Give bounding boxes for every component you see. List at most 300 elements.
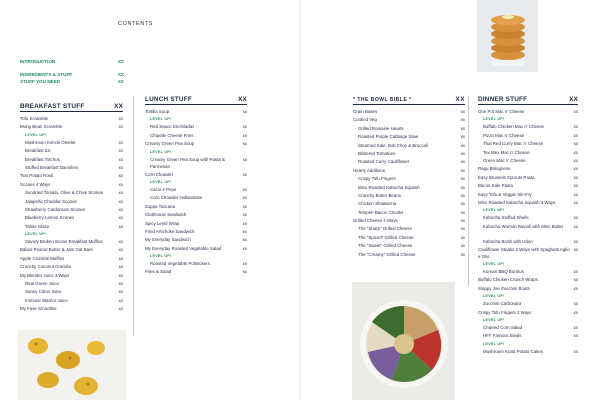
toc-entry-title: Zucchini Carbonara [483,301,522,307]
toc-entry-title: Buffalo Chicken Mac n' Cheese [483,124,545,130]
toc-entry-page: xx [460,150,465,156]
food-photo-bites [18,330,126,400]
toc-entry[interactable] [20,181,123,189]
toc-entry-page: xx [573,285,578,291]
toc-entry-page: xx [118,148,123,154]
toc-entry-title: Kabocha Stuffed Shells [483,215,529,221]
toc-entry-page: xx [118,181,123,187]
toc-entry-page: xx [242,220,247,226]
toc-entry-page: xx [460,243,465,249]
toc-entry[interactable] [478,285,578,293]
toc-entry-page: xx [118,255,123,261]
toc-entry-page: xx [460,109,465,114]
toc-entry[interactable] [478,108,578,116]
toc-entry-title: Cooked Veg [353,117,377,123]
toc-entry[interactable] [20,288,123,296]
level-up-label [478,207,578,214]
toc-entry-title: Two Potato Rösti [20,173,54,179]
toc-entry-title: Fried Artichoke Sandwich [145,228,195,234]
lunch-heading [145,96,247,105]
toc-entry-title: Tex Mex Mac n' Cheese [483,149,530,155]
toc-entry-title: Green Mac n' Cheese [483,157,526,163]
intro-row[interactable] [20,78,124,85]
toc-entry[interactable] [145,220,247,228]
contents-title: CONTENTS [118,21,154,27]
toc-entry-page: xx [118,272,123,278]
toc-entry-page: xx [573,132,578,138]
toc-entry-page: xx [460,125,465,131]
toc-entry-title: Breakfast Za [25,148,50,154]
toc-entry-title: Cauliflower Steaks 2 Ways with Spaghetti Aglio e Olio [478,247,570,260]
toc-entry-title: Mushroom Kraut Potato Cakes [483,348,544,354]
toc-entry[interactable] [478,165,578,173]
toc-entry-page: xx [118,164,123,170]
level-up-text: LEVEL UP! [483,262,505,267]
toc-entry[interactable] [478,332,578,340]
toc-entry[interactable] [145,203,247,211]
breakfast-heading [20,103,123,112]
toc-entry-page: xx [573,269,578,275]
toc-entry-page: xx [460,159,465,165]
toc-entry-title: Red Sauce Enchiladas [150,124,195,130]
level-up-text: LEVEL UP! [483,208,505,213]
toc-entry[interactable] [478,268,578,276]
breakfast-list [20,115,123,314]
toc-entry[interactable] [20,123,123,131]
toc-entry-page: xx [573,348,578,354]
toc-entry-title: Clubhouse Sandwich [145,212,187,218]
level-up-text: LEVEL UP! [483,294,505,299]
toc-entry[interactable] [353,209,465,217]
level-up-label [20,231,123,238]
right-page [300,0,600,400]
level-up-label [145,253,247,260]
intro-label: INTRODUCTION [20,59,56,64]
intro-label: INGREDIENTS & STUFF [20,72,73,77]
toc-entry-page: xx [573,109,578,114]
toc-entry[interactable] [145,186,247,194]
toc-entry[interactable] [478,246,578,261]
level-up-label [20,132,123,139]
bowl-heading-label: * THE BOWL BIBLE * [353,97,412,103]
toc-entry-page: xx [118,173,123,179]
intro-row[interactable] [20,71,124,78]
toc-entry-title: Mushroom Kimchi Omelet [25,139,76,145]
toc-entry-page: xx [460,117,465,123]
toc-entry-title: Tempeh Bacon Chunks [358,209,404,215]
toc-entry-title: Roasted Purple Cabbage Slaw [358,134,419,140]
toc-entry[interactable] [145,228,247,236]
toc-entry-page: xx [118,289,123,295]
toc-entry-title: Kabocha Wonton Ravioli with Miso Butter [483,223,564,229]
toc-entry-title: Pizza Mac n' Cheese [483,132,525,138]
lunch-heading-page: XX [238,96,247,103]
toc-entry-page: xx [573,191,578,197]
toc-entry[interactable] [353,225,465,233]
toc-entry[interactable] [20,206,123,214]
toc-entry-page: xx [118,198,123,204]
toc-entry-page: xx [573,247,578,253]
toc-entry[interactable] [145,268,247,276]
dinner-column [478,96,578,356]
toc-entry-title: Thai Red Curry Mac n' Cheese [483,141,544,147]
level-up-label [478,116,578,123]
toc-entry-page: xx [242,109,247,114]
level-up-text: LEVEL UP! [483,117,505,122]
toc-entry-page: xx [460,192,465,198]
toc-entry-page: xx [118,190,123,196]
level-up-text: LEVEL UP! [483,318,505,323]
level-up-text: LEVEL UP! [150,254,172,259]
toc-entry[interactable] [478,276,578,284]
toc-entry-page: xx [118,124,123,130]
toc-entry-title: Ragu Bolognese [478,166,511,172]
level-up-text: LEVEL UP! [150,117,172,122]
toc-entry[interactable] [20,297,123,305]
toc-entry-title: Crispy Tofu Fingers 2 Ways [478,309,532,315]
toc-entry[interactable] [20,272,123,280]
toc-entry[interactable] [478,348,578,356]
toc-entry-page: xx [118,223,123,229]
toc-entry[interactable] [20,189,123,197]
level-up-text: LEVEL UP! [150,179,172,184]
toc-entry[interactable] [478,149,578,157]
toc-entry-page: xx [573,277,578,283]
toc-entry-page: xx [242,132,247,138]
toc-entry-page: xx [460,184,465,190]
toc-entry-title: Sloppy Joe Zucchini Boats [478,285,530,291]
toc-entry-page: xx [118,239,123,245]
toc-entry-title: Corn Chowder [145,171,174,177]
toc-entry[interactable] [478,223,578,238]
toc-entry[interactable] [145,194,247,202]
level-up-text: LEVEL UP! [150,149,172,154]
toc-entry-title: Crunchy Butter Beans [358,192,401,198]
toc-entry[interactable] [478,191,578,199]
toc-entry-page: xx [118,297,123,303]
toc-entry[interactable] [145,140,247,148]
toc-entry-page: xx [118,156,123,162]
toc-entry[interactable] [353,125,465,133]
toc-entry-title: Blistered Tomatoes [358,150,396,156]
toc-entry-title: Kabocha Broth with Udon [483,238,533,244]
toc-entry-title: Immune Warrior Juice [25,297,68,303]
toc-entry-title: Chicken Shawarma [358,201,397,207]
toc-entry[interactable] [145,260,247,268]
toc-entry-page: xx [118,139,123,145]
level-up-text: LEVEL UP! [25,232,47,237]
dinner-heading-label: DINNER STUFF [478,96,528,103]
toc-entry-title: Crispy Tofu Fingers [358,176,396,182]
toc-entry-title: One Pot Mac n' Cheese [478,109,525,114]
toc-entry[interactable] [353,142,465,150]
toc-entry[interactable] [145,156,247,171]
toc-entry-page: xx [460,167,465,173]
toc-entry-page: xx [573,215,578,221]
toc-entry-title: Strawberry Cardamom Scones [25,206,86,212]
toc-entry-page: xx [460,234,465,240]
toc-entry[interactable] [145,236,247,244]
food-photo-pancakes [477,0,538,72]
toc-entry-page: xx [242,124,247,130]
toc-entry-title: Tahini Glaze [25,223,50,229]
lunch-column [145,96,247,277]
toc-entry-title: Blueberry Lemon Scones [25,215,75,221]
toc-entry-title: Easy Tofu & Veggie Stir-Fry [478,191,532,197]
toc-entry[interactable] [478,174,578,182]
bowl-heading [353,96,465,105]
toc-entry[interactable] [20,280,123,288]
breakfast-column [20,103,123,314]
toc-entry[interactable] [145,171,247,179]
toc-entry[interactable] [353,116,465,124]
toc-entry[interactable] [478,309,578,317]
toc-entry-title: The "Creamy" Grilled Cheese [358,251,416,257]
toc-entry[interactable] [353,251,465,259]
toc-entry-title: Mung Bean Scramble [20,124,63,130]
toc-entry[interactable] [478,300,578,308]
toc-entry[interactable] [353,192,465,200]
toc-entry-title: Savory Broken Scone Breakfast Muffins [25,239,103,245]
breakfast-heading-page: XX [114,103,123,110]
toc-entry[interactable] [478,238,578,246]
toc-entry-page: xx [118,306,123,312]
toc-entry-title: My Everyday Sandwich [145,237,191,243]
toc-entry-page: xx [573,183,578,189]
toc-entry[interactable] [353,167,465,175]
toc-entry-page: xx [242,186,247,192]
toc-entry-title: Jalapeño Cheddar Scones [25,198,77,204]
toc-entry-page: xx [460,226,465,232]
toc-entry[interactable] [20,198,123,206]
toc-entry-page: xx [573,199,578,205]
toc-entry-title: Charred Corn Salad [483,325,523,331]
toc-entry-page: xx [242,237,247,243]
toc-entry-title: Tortilla Soup [145,109,170,114]
toc-entry-title: Spicy Lentil Wrap [145,220,180,226]
toc-entry-title: Bacon Kale Pasta [478,183,513,189]
intro-section [20,58,124,85]
toc-entry-title: Grilled Romaine Hearts [358,125,404,131]
toc-entry-title: Hearty Additions [353,167,385,173]
toc-entry-title: Roasted Curry Cauliflower [358,159,410,165]
toc-entry-title: HFF Famous Bowls [483,333,522,339]
toc-entry-page: xx [573,333,578,339]
breakfast-heading-label: BREAKFAST STUFF [20,103,85,110]
toc-entry-title: Scones 4 Ways [20,181,51,187]
toc-entry[interactable] [20,246,123,254]
intro-page: XX [117,59,124,64]
toc-entry[interactable] [478,214,578,222]
toc-entry-page: xx [242,245,247,251]
intro-page: XX [117,79,124,84]
toc-entry-page: xx [118,264,123,270]
toc-entry-title: Creamy Green Pea Soup with Pasta & Parmesan [150,156,225,169]
toc-entry-page: xx [242,171,247,177]
level-up-label [478,341,578,348]
level-up-label [145,149,247,156]
dinner-list [478,108,578,356]
toc-entry-title: Stuffed Breakfast Danishes [25,164,79,170]
toc-entry[interactable] [353,108,465,116]
toc-entry-title: The "Sweet" Grilled Cheese [358,243,413,249]
toc-entry-page: xx [460,142,465,148]
toc-entry-page: xx [460,218,465,224]
toc-entry[interactable] [20,164,123,172]
toc-entry-title: Creamy Green Pea Soup [145,141,195,147]
toc-entry-title: Corn Chowder Hollandaise [150,195,203,201]
toc-entry[interactable] [20,255,123,263]
toc-entry-title: Baked Peanut Butter & Jam Oat Bars [20,247,93,253]
toc-entry[interactable] [353,200,465,208]
toc-entry-title: My Everyday Roasted Vegetable Salad [145,245,222,251]
toc-entry[interactable] [20,115,123,123]
level-up-label [145,179,247,186]
toc-entry-page: xx [573,149,578,155]
toc-entry[interactable] [20,238,123,246]
toc-entry[interactable] [353,150,465,158]
toc-entry-title: Buffalo Chicken Crunch Wraps [478,277,538,283]
toc-entry-page: xx [242,228,247,234]
toc-entry[interactable] [353,158,465,166]
bowl-illustration [352,282,455,400]
toc-entry-page: xx [118,247,123,253]
level-up-label [478,317,578,324]
intro-row[interactable] [20,58,124,65]
level-up-label [478,261,578,268]
toc-entry[interactable] [20,172,123,180]
toc-entry-page: xx [118,206,123,212]
toc-entry-page: xx [573,309,578,315]
lunch-list [145,108,247,277]
toc-entry-page: xx [460,134,465,140]
toc-entry-page: xx [242,261,247,267]
toc-entry-title: Crunchy Coconut Granola [20,264,71,270]
toc-entry-page: xx [460,209,465,215]
toc-entry-title: The "Sharp" Grilled Cheese [358,226,412,232]
toc-entry-page: xx [573,238,578,244]
toc-entry-title: Easy Brussels Sprouts Pasta [478,174,535,180]
level-up-label [478,293,578,300]
toc-entry-title: Apple Crumble Muffins [20,255,65,261]
toc-entry-page: xx [573,166,578,172]
pancakes-illustration [477,0,538,72]
toc-entry-title: Zuppa Toscana [145,203,175,209]
toc-entry-page: xx [573,301,578,307]
toc-entry[interactable] [145,123,247,131]
toc-entry-title: Miso Roasted Kabocha Squash [358,184,420,190]
toc-entry[interactable] [20,223,123,231]
toc-entry-page: xx [118,281,123,287]
toc-entry-page: xx [242,269,247,275]
toc-entry-title: Grilled Cheese 4 Ways [353,218,398,224]
toc-entry[interactable] [353,234,465,242]
toc-entry-page: xx [242,156,247,162]
toc-entry-page: xx [573,141,578,147]
toc-entry[interactable] [353,184,465,192]
toc-entry[interactable] [478,132,578,140]
toc-entry[interactable] [20,139,123,147]
dinner-heading-page: XX [569,96,578,103]
toc-entry[interactable] [478,157,578,165]
lunch-heading-label: LUNCH STUFF [145,96,192,103]
toc-entry[interactable] [20,214,123,222]
toc-entry-page: xx [573,325,578,331]
toc-entry[interactable] [478,324,578,332]
toc-entry[interactable] [20,147,123,155]
toc-entry-page: xx [573,124,578,130]
toc-entry-title: The "Spiced" Grilled Cheese [358,234,414,240]
toc-entry-title: Real Green Juice [25,281,59,287]
toc-entry-title: Fries & Salad [145,269,172,275]
dinner-heading [478,96,578,105]
toc-entry-page: xx [573,223,578,229]
toc-entry[interactable] [145,211,247,219]
toc-entry[interactable] [145,132,247,140]
toc-entry-page: xx [460,176,465,182]
level-up-text: LEVEL UP! [25,132,47,137]
toc-entry-title: Steamed Kale, Bok Choy & Broccoli [358,142,429,148]
toc-entry-page: xx [118,215,123,221]
toc-entry[interactable] [478,123,578,131]
toc-entry-title: Grain Bases [353,109,378,114]
toc-entry-title: Korean BBQ Burritos [483,269,524,275]
toc-entry[interactable] [20,156,123,164]
toc-entry-page: xx [573,174,578,180]
bowl-column [353,96,465,259]
toc-entry-page: xx [573,157,578,163]
toc-entry[interactable] [353,175,465,183]
bites-illustration [18,330,126,400]
toc-entry-title: My Fave Smoothie [20,306,57,312]
toc-entry-page: xx [118,116,123,121]
toc-entry-page: xx [242,212,247,218]
bowl-heading-page: XX [455,96,465,103]
toc-entry[interactable] [20,263,123,271]
level-up-text: LEVEL UP! [483,341,505,346]
toc-entry[interactable] [145,108,247,116]
toc-entry-title: Roasted Vegetable Potstickers [150,261,210,267]
intro-page: XX [117,72,124,77]
toc-entry[interactable] [20,305,123,313]
toc-entry-page: xx [242,195,247,201]
toc-entry-page: xx [242,203,247,209]
column-divider [133,96,134,336]
intro-label: STUFF YOU NEED [20,79,60,84]
column-divider-right [468,96,469,286]
toc-entry-page: xx [460,251,465,257]
toc-entry-title: Tofu Scramble [20,116,49,121]
toc-entry-title: Miso Roasted Kabocha Squash 3 Ways [478,199,556,205]
toc-entry[interactable] [353,242,465,250]
toc-entry[interactable] [353,217,465,225]
toc-entry-title: Sundried Tomato, Olive & Chive Scones [25,190,104,196]
toc-entry[interactable] [478,182,578,190]
toc-entry-title: Breakfast Totchos [25,156,60,162]
toc-entry[interactable] [353,133,465,141]
toc-entry[interactable] [145,245,247,253]
toc-entry-page: xx [242,141,247,147]
toc-entry-title: Cacio e Pepe [150,186,177,192]
toc-entry-title: Chipotle Cheese Fries [150,132,194,138]
bowl-list [353,108,465,259]
toc-entry-title: Sunny Citrus Juice [25,289,62,295]
food-photo-bowl [352,282,455,400]
toc-entry[interactable] [478,140,578,148]
level-up-label [145,116,247,123]
toc-entry[interactable] [478,199,578,207]
toc-entry-title: My Blender Juice 3 Ways [20,272,70,278]
